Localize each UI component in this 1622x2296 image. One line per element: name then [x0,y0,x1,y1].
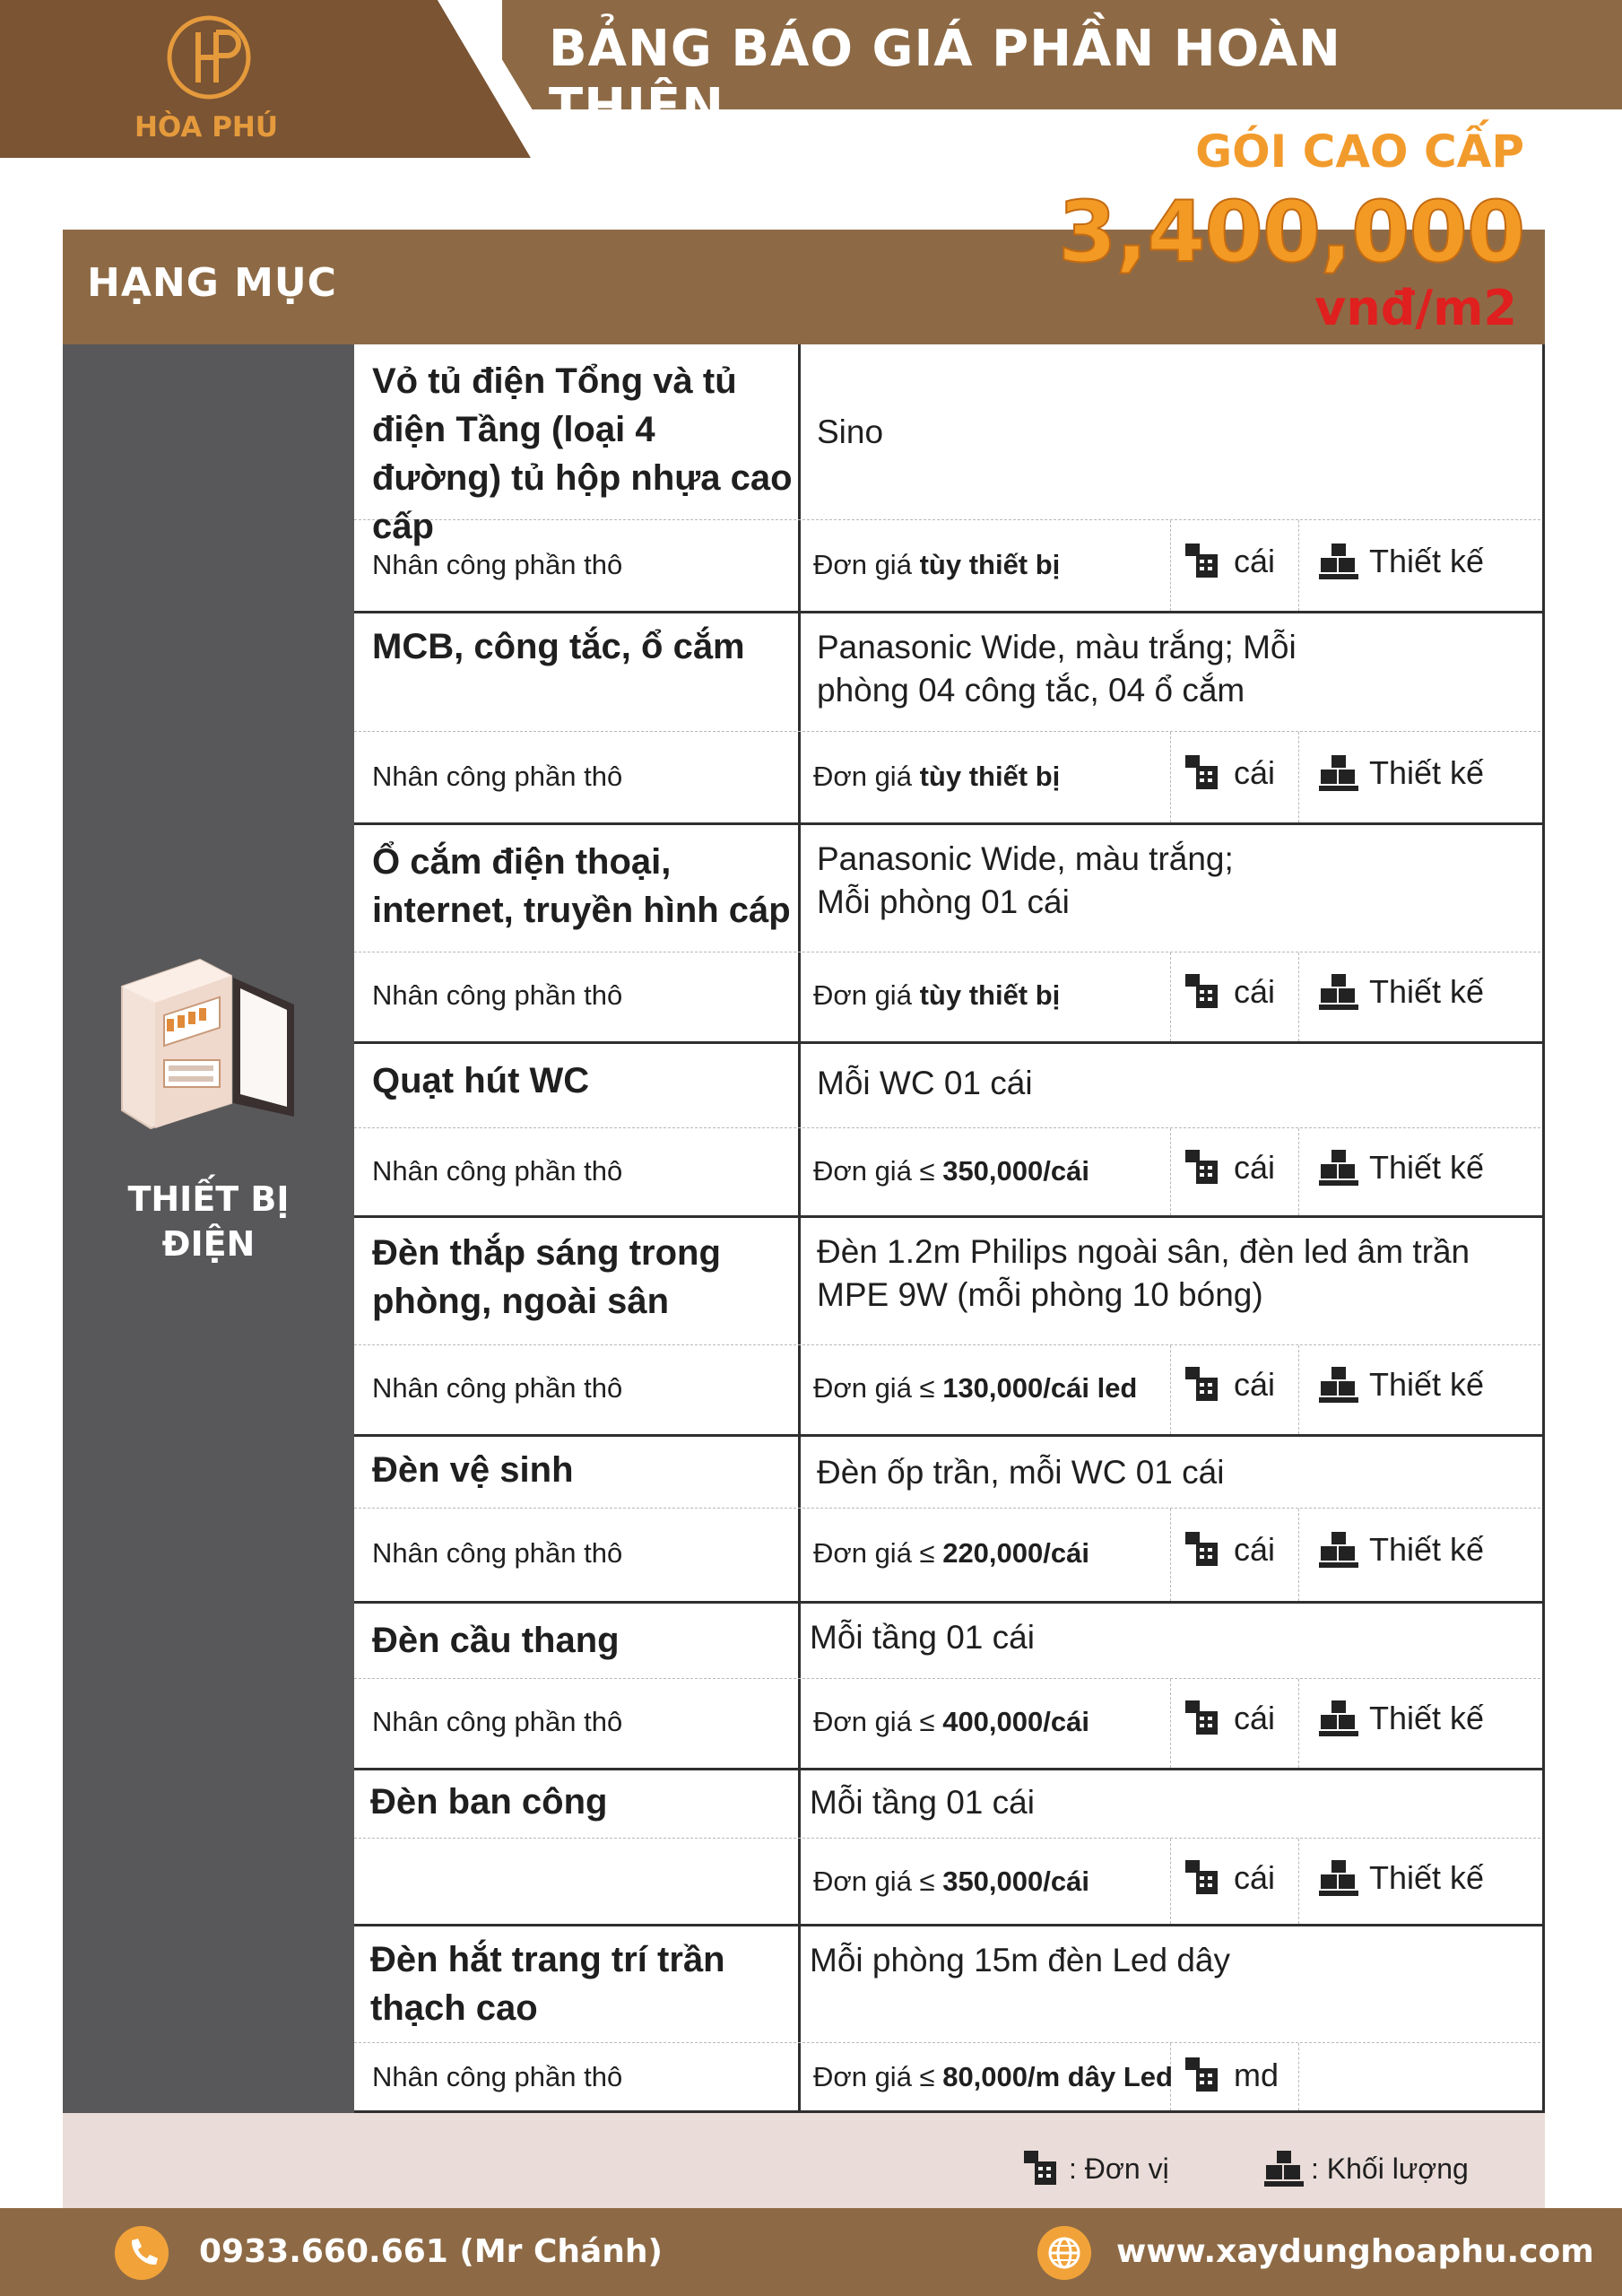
item-name: Quạt hút WC [372,1061,590,1100]
contact-phone[interactable]: 0933.660.661 (Mr Chánh) [199,2233,663,2270]
table-row [354,1044,1545,1128]
package-name: GÓI CAO CẤP [1195,126,1524,178]
unit-icon [1184,972,1223,1012]
unit-price: Đơn giá ≤ 350,000/cái [813,1866,1089,1897]
table-row [354,1437,1545,1509]
table-subrow [354,1345,1545,1437]
section-label [81,1177,336,1266]
quantity-value: Thiết kế [1369,1531,1485,1568]
unit-icon [1184,1530,1223,1570]
table-row [354,1218,1545,1345]
table-subrow [354,952,1545,1044]
table-row [354,825,1545,952]
contact-website[interactable]: www.xaydunghoaphu.com [1116,2233,1594,2270]
unit-price: Đơn giá ≤ 130,000/cái led [813,1372,1138,1404]
quantity-icon [1319,1858,1358,1898]
unit-price: Đơn giá ≤ 80,000/m dây Led [813,2061,1173,2092]
unit-value: cái [1234,973,1276,1010]
labor-label: Nhân công phần thô [372,2061,623,2092]
table-row [354,613,1545,732]
table-subrow [354,1839,1545,1926]
legend-quantity [1264,2149,1469,2188]
unit-value: md [1234,2057,1279,2093]
item-spec: Đèn 1.2m Philips ngoài sân, đèn led âm trần MPE 9W (mỗi phòng 10 bóng) [817,1233,1470,1313]
item-name: Ổ cắm điện thoại, internet, truyền hình cáp [372,842,791,930]
table-subrow [354,1128,1545,1218]
quantity-value: Thiết kế [1369,754,1485,791]
quantity-icon [1264,2149,1304,2188]
unit-price: Đơn giá ≤ 350,000/cái [813,1155,1089,1187]
unit-value: cái [1234,1149,1276,1186]
unit-value: cái [1234,1366,1276,1403]
legend-quantity-label: : Khối lượng [1311,2152,1469,2185]
table-row [354,1604,1545,1679]
table-row [354,1926,1545,2043]
labor-label: Nhân công phần thô [372,549,623,580]
item-spec: Mỗi tầng 01 cái [810,1619,1035,1656]
unit-price: Đơn giá tùy thiết bị [813,549,1061,580]
unit-icon [1184,1148,1223,1187]
quantity-value: Thiết kế [1369,543,1485,579]
unit-value: cái [1234,543,1276,579]
quantity-value: Thiết kế [1369,1366,1485,1403]
package-price: 3,400,000 [1058,184,1525,282]
document-title: BẢNG BÁO GIÁ PHẦN HOÀN THIỆN [549,20,1341,136]
unit-price: Đơn giá ≤ 400,000/cái [813,1706,1089,1737]
item-spec: Đèn ốp trần, mỗi WC 01 cái [817,1454,1225,1491]
item-spec: Mỗi tầng 01 cái [810,1784,1035,1821]
item-name: Đèn cầu thang [372,1621,620,1660]
unit-icon [1184,1365,1223,1405]
labor-label: Nhân công phần thô [372,1155,623,1187]
legend-unit [1022,2149,1169,2188]
price-table [354,344,1545,2113]
item-name: Đèn ban công [370,1782,608,1822]
category-header-title: HẠNG MỤC [87,260,337,306]
item-name: Đèn hắt trang trí trần thạch cao [370,1940,725,2028]
item-spec: Panasonic Wide, màu trắng; Mỗi phòng 01 cái [817,840,1234,920]
table-right-border [1542,344,1545,2113]
table-subrow [354,2043,1545,2113]
electrical-cabinet-icon [115,951,303,1130]
quantity-icon [1319,1699,1358,1738]
unit-icon [1184,753,1223,793]
item-spec: Sino [817,413,884,450]
hoa-phu-logo-icon [164,13,254,102]
unit-value: cái [1234,754,1276,791]
unit-icon [1184,2056,1223,2095]
quantity-icon [1319,1530,1358,1570]
legend-unit-label: : Đơn vị [1069,2152,1169,2185]
unit-value: cái [1234,1700,1276,1736]
unit-price: Đơn giá tùy thiết bị [813,979,1061,1011]
unit-value: cái [1234,1859,1276,1896]
table-row [354,344,1545,546]
quantity-icon [1319,753,1358,793]
quantity-value: Thiết kế [1369,1149,1485,1186]
item-name: MCB, công tắc, ổ cắm [372,627,745,666]
unit-price: Đơn giá ≤ 220,000/cái [813,1537,1089,1569]
quantity-value: Thiết kế [1369,973,1485,1010]
quantity-icon [1319,1365,1358,1405]
package-price-unit: vnđ/m2 [1314,280,1517,336]
section-label-line1: THIẾT BỊ [127,1179,290,1219]
section-label-line2: ĐIỆN [161,1224,256,1264]
table-subrow [354,1679,1545,1770]
quantity-value: Thiết kế [1369,1700,1485,1736]
quantity-value: Thiết kế [1369,1859,1485,1896]
brand-name: HÒA PHÚ [134,111,279,144]
phone-icon [115,2226,169,2280]
quantity-icon [1319,1148,1358,1187]
item-spec: Panasonic Wide, màu trắng; Mỗi phòng 04 công tắc, 04 ổ cắm [817,629,1297,709]
globe-icon [1037,2226,1091,2280]
table-subrow [354,520,1545,613]
unit-icon [1184,1699,1223,1738]
table-subrow [354,732,1545,825]
quantity-icon [1319,972,1358,1012]
quantity-icon [1319,542,1358,581]
labor-label: Nhân công phần thô [372,979,623,1011]
item-name: Đèn thắp sáng trong phòng, ngoài sân [372,1233,721,1321]
table-subrow [354,1509,1545,1604]
unit-price: Đơn giá tùy thiết bị [813,761,1061,792]
unit-icon [1184,1858,1223,1898]
item-name: Vỏ tủ điện Tổng và tủ điện Tầng (loại 4 đường) tủ hộp nhựa cao cấp [372,361,793,546]
labor-label: Nhân công phần thô [372,761,623,792]
unit-value: cái [1234,1531,1276,1568]
labor-label: Nhân công phần thô [372,1537,623,1569]
table-row [354,1770,1545,1839]
unit-icon [1022,2149,1062,2188]
unit-icon [1184,542,1223,581]
item-spec: Mỗi WC 01 cái [817,1065,1033,1101]
item-spec: Mỗi phòng 15m đèn Led dây [810,1942,1231,1979]
labor-label: Nhân công phần thô [372,1706,623,1737]
labor-label: Nhân công phần thô [372,1372,623,1404]
item-name: Đèn vệ sinh [372,1450,574,1490]
